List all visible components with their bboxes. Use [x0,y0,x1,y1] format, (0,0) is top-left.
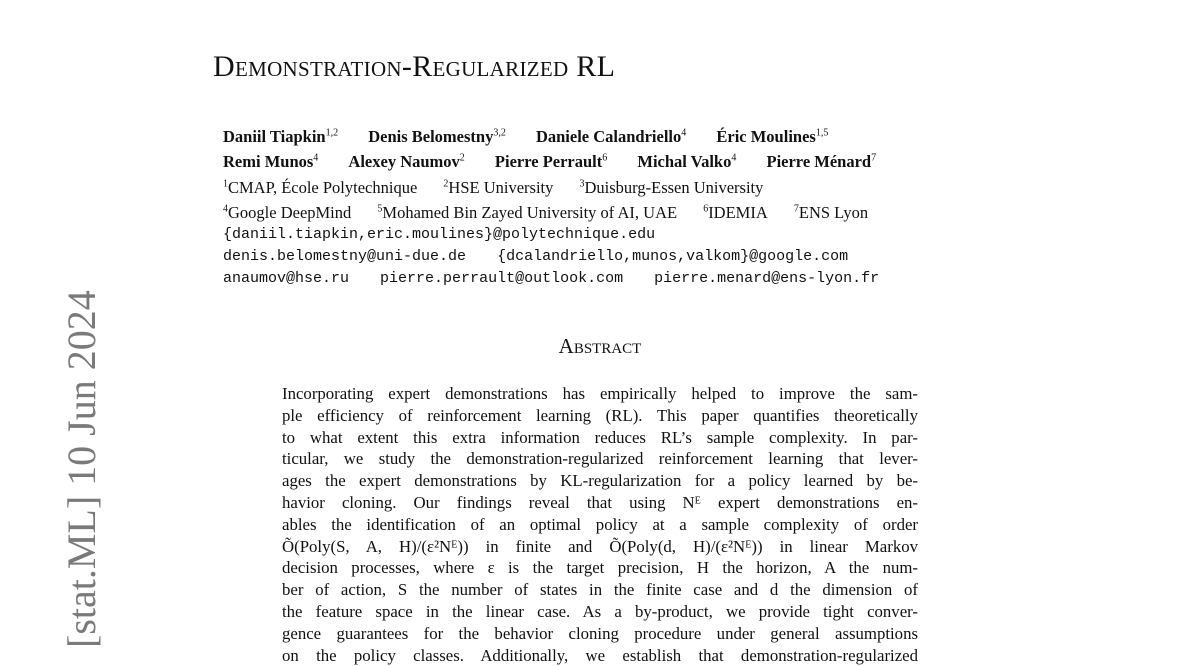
email-address: {dcalandriello,munos,valkom}@google.com [497,248,849,265]
affiliations-row-1 [223,173,902,199]
affiliation: $^4$Google DeepMind [223,203,352,222]
email-row-1 [223,224,902,246]
author-name: Alexey Naumov$^2$ [348,152,465,171]
abstract-line: decision processes, where ε is the target precision, H the horizon, A the num- [282,558,918,578]
author-name: Daniele Calandriello$^4$ [535,126,687,146]
affiliations-row-2 [223,199,902,225]
author-name: Remi Munos$^4$ [223,152,319,171]
affiliation: $^7$ENS Lyon [793,203,869,222]
author-block [223,122,902,290]
arxiv-margin-identifier: [stat.ML] 10 Jun 2024 [59,290,104,648]
abstract-line: gence guarantees for the behavior cloning procedure under general assumptions [282,623,918,643]
abstract-body [282,383,918,666]
affiliation: $^3$Duisburg-Essen University [579,177,764,197]
email-address: pierre.perrault@outlook.com [380,270,624,287]
affiliation: $^6$IDEMIA [703,203,768,222]
abstract-line: the feature space in the linear case. As a by-product, we provide tight conver- [282,601,918,621]
email-address: {daniil.tiapkin,eric.moulines}@polytechnique.edu [223,226,656,243]
abstract-heading: Abstract [558,334,642,358]
email-address: pierre.menard@ens-lyon.fr [654,270,880,287]
abstract-line: ticular, we study the demonstration-regularized reinforcement learning that lever- [282,449,918,469]
email-address: denis.belomestny@uni-due.de [223,248,467,265]
author-name: Pierre Perrault$^6$ [494,152,608,171]
email-row-3 [223,268,902,290]
author-name: Éric Moulines$^{1,5}$ [716,126,829,146]
abstract-line: ple efficiency of reinforcement learning (RL). This paper quantifies theoretically [282,405,918,425]
author-name: Daniil Tiapkin$^{1,2}$ [223,126,339,146]
author-name: Pierre Ménard$^7$ [766,152,877,171]
affiliation: $^1$CMAP, École Polytechnique [223,177,418,197]
author-name: Michal Valko$^4$ [637,152,737,171]
authors-row-1 [223,122,902,148]
abstract-line: Õ(Poly(S, A, H)/(ε²Nᴱ)) in finite and Õ(Poly(d, H)/(ε²Nᴱ)) in linear Markov [282,536,918,556]
affiliation: $^2$HSE University [443,177,554,197]
paper-title: Demonstration-Regularized RL [213,50,616,83]
abstract-line: on the policy classes. Additionally, we establish that demonstration-regularized [282,645,918,665]
email-address: anaumov@hse.ru [223,270,350,287]
affiliation: $^5$Mohamed Bin Zayed University of AI, UAE [377,203,678,222]
abstract-line: ber of action, S the number of states in the finite case and d the dimension of [282,580,918,600]
abstract-line: ables the identification of an optimal policy at a sample complexity of order [282,514,918,534]
author-name: Denis Belomestny$^{3,2}$ [368,126,506,146]
abstract-line: ages the expert demonstrations by KL-regularization for a policy learned by be- [282,471,918,491]
authors-row-2 [223,148,902,174]
abstract-line: Incorporating expert demonstrations has empirically helped to improve the sam- [282,384,918,403]
abstract-line: havior cloning. Our findings reveal that using Nᴱ expert demonstrations en- [282,492,918,512]
email-row-2 [223,246,902,268]
abstract-line: to what extent this extra information reduces RL’s sample complexity. In par- [282,427,918,447]
